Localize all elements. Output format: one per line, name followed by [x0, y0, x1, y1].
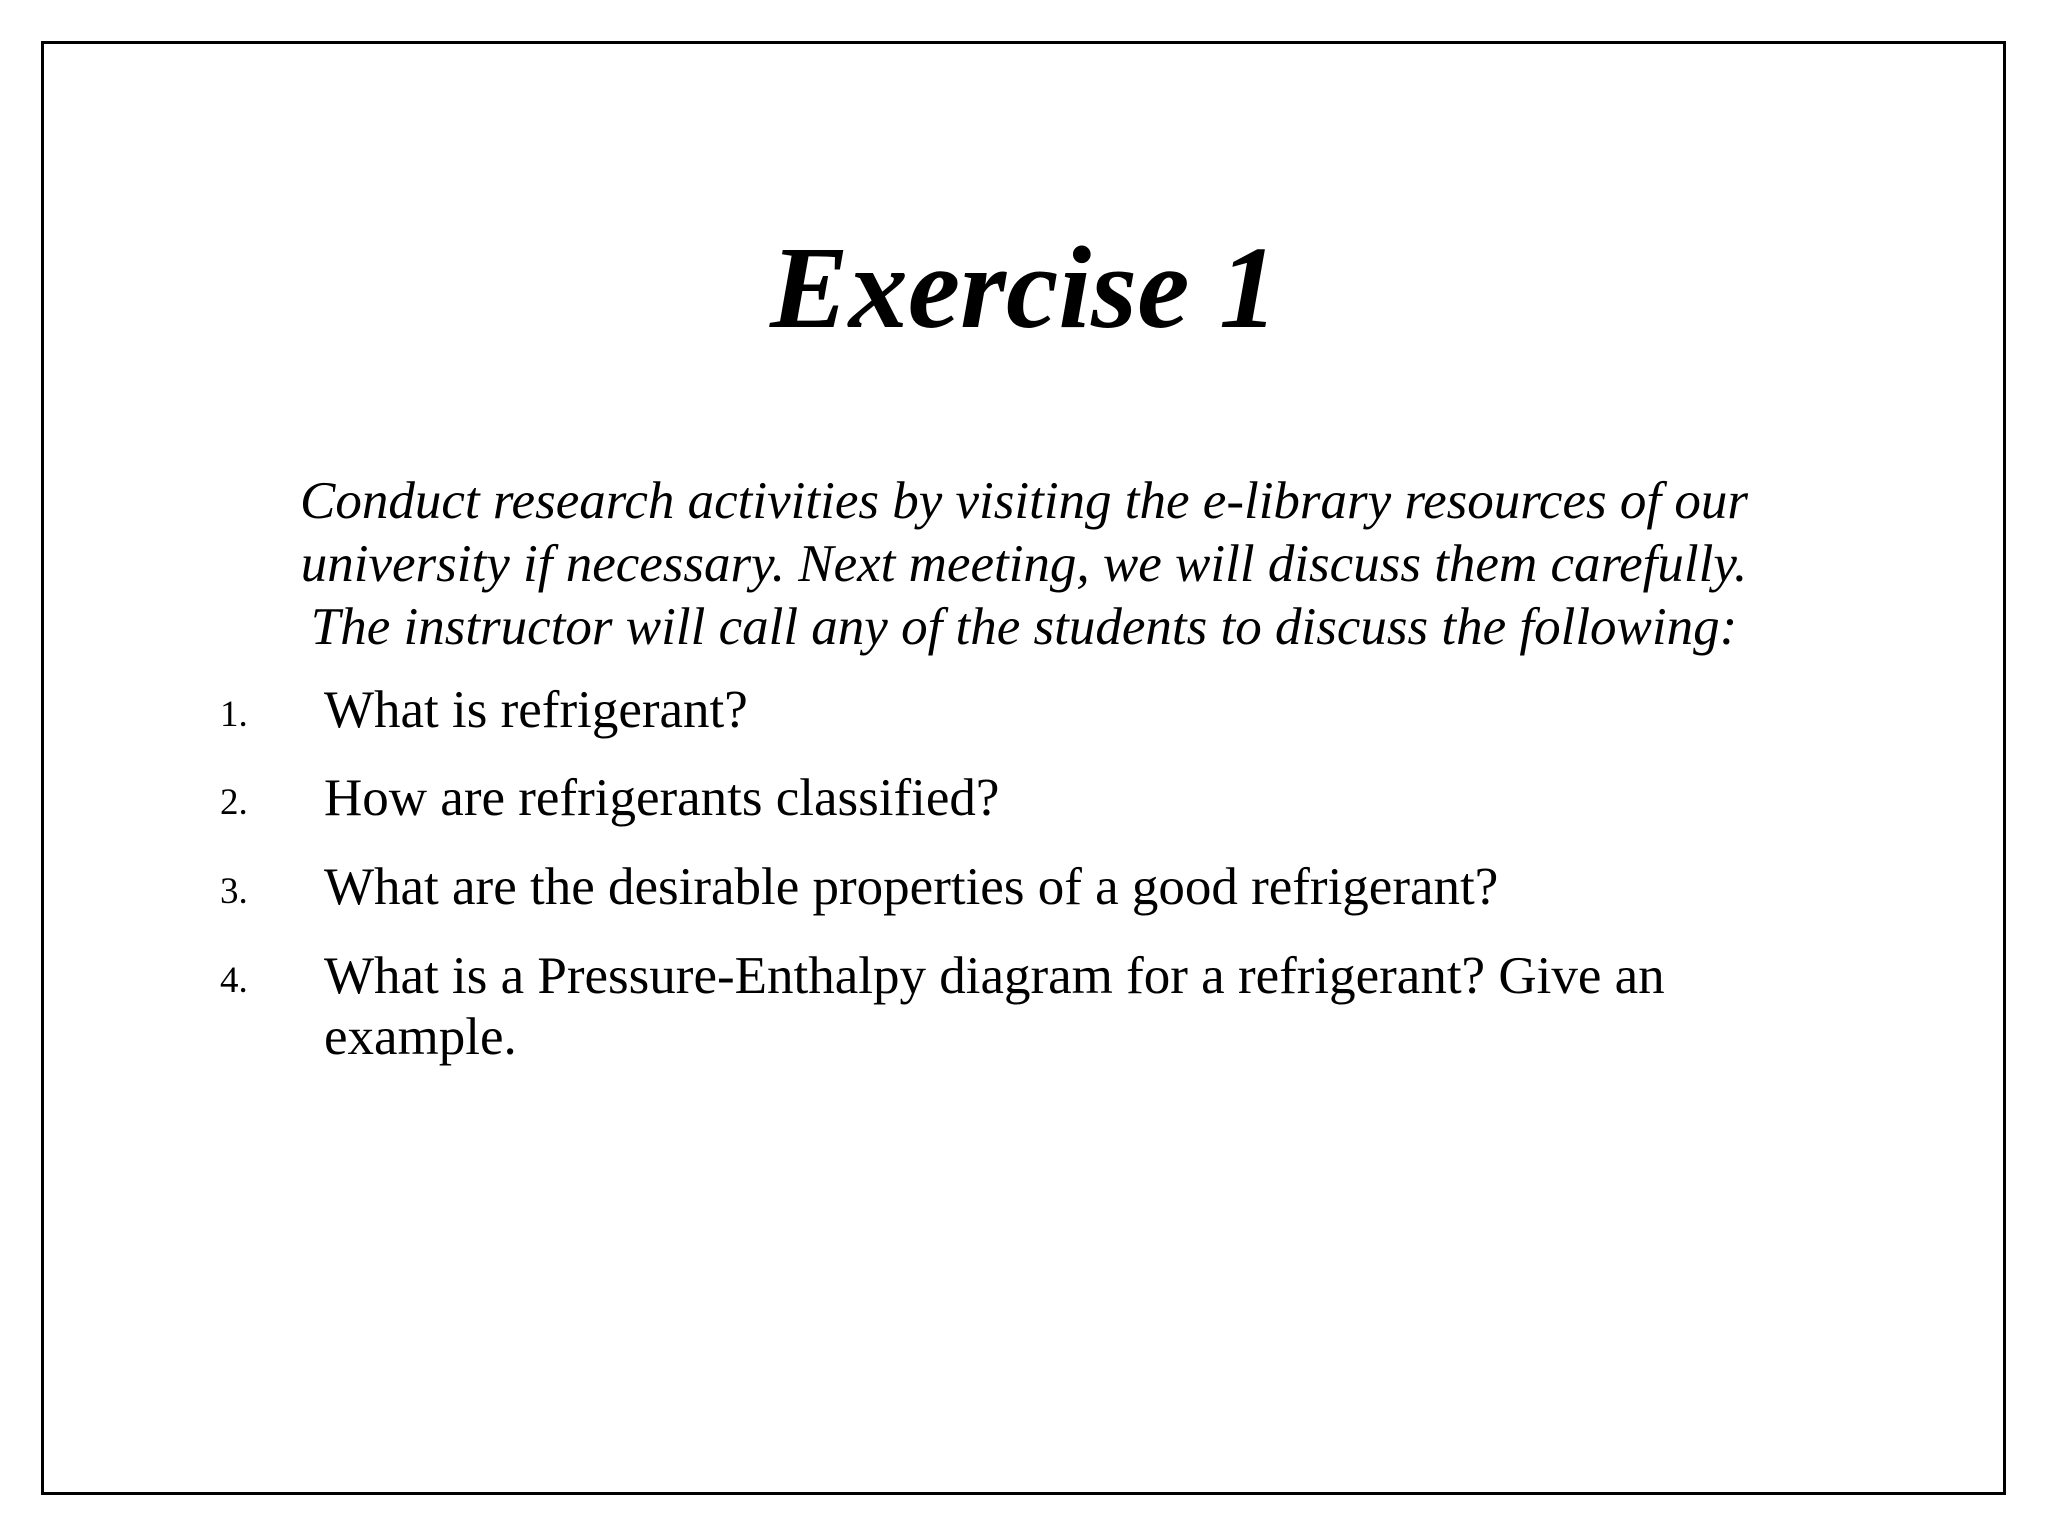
- question-number: 4.: [220, 960, 248, 1001]
- instructions-line-3: The instructor will call any of the students to discuss the following:: [310, 598, 1738, 656]
- instructions-paragraph: [160, 470, 1888, 659]
- question-text: What is a Pressure-Enthalpy diagram for a refrigerant? Give an example.: [324, 947, 1665, 1066]
- instructions-line-2: university if necessary. Next meeting, we will discuss them carefully.: [300, 535, 1748, 593]
- question-number: 1.: [220, 694, 248, 735]
- question-text: What is refrigerant?: [324, 681, 748, 739]
- question-number: 2.: [220, 782, 248, 823]
- question-number: 3.: [220, 871, 248, 912]
- slide-title: Exercise 1: [770, 222, 1278, 353]
- instructions-line-1: Conduct research activities by visiting the e-library resources of our: [300, 472, 1748, 530]
- question-text: How are refrigerants classified?: [324, 769, 1000, 827]
- question-text: What are the desirable properties of a good refrigerant?: [324, 858, 1499, 916]
